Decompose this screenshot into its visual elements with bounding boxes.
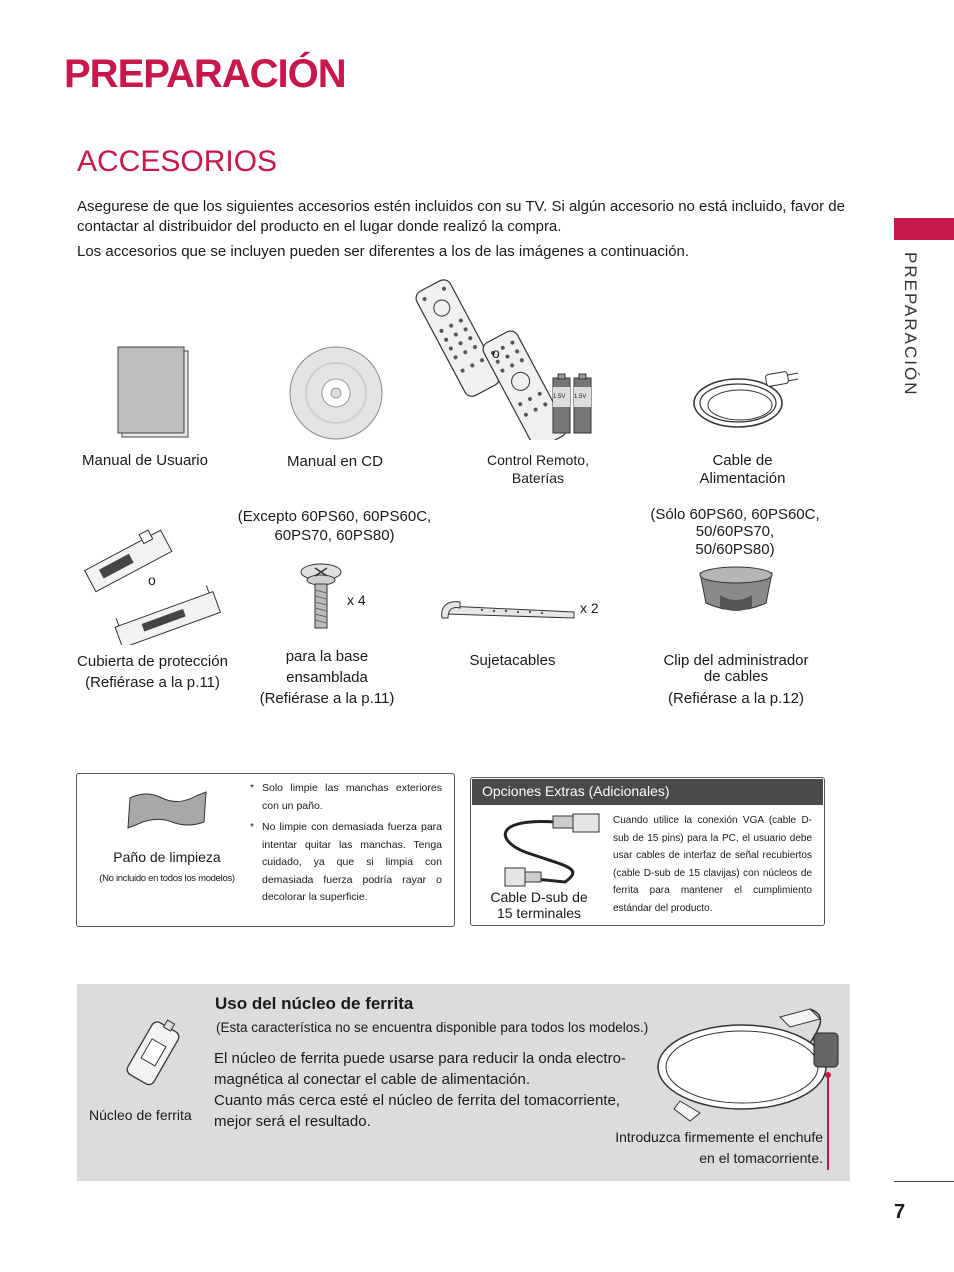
ties-label: Sujetacables — [469, 652, 556, 669]
screws-quantity: x 4 — [347, 592, 366, 608]
cleaning-cloth-icon — [126, 788, 210, 832]
remote-label: Control Remoto, — [487, 452, 589, 468]
cable-tie-icon — [438, 592, 576, 624]
section-title: ACCESORIOS — [77, 145, 278, 178]
cloth-bullet-1-mark: * — [250, 782, 255, 794]
side-tab-marker — [894, 218, 954, 240]
dsub-cable-label-2: 15 terminales — [496, 905, 582, 921]
power-cable-label: Cable de — [712, 452, 773, 469]
cd-manual-label: Manual en CD — [287, 453, 383, 470]
cloth-bullet-1: Solo limpie las manchas exteriores con un paño. — [262, 782, 442, 812]
battery-icon — [552, 373, 594, 435]
footer-rule — [894, 1181, 954, 1182]
cable-clip-icon — [698, 565, 774, 621]
ferrite-note: (Esta característica no se encuentra disponible para todos los modelos.) — [216, 1020, 649, 1035]
cover-label: Cubierta de protección — [77, 653, 228, 670]
power-cable-icon — [690, 365, 808, 435]
dsub-cable-label: Cable D-sub de — [490, 889, 588, 905]
cloth-label: Paño de limpieza — [113, 849, 221, 865]
cd-icon — [288, 345, 384, 441]
battery-voltage-1: 1.5V — [553, 394, 566, 400]
cloth-bullet-2-mark: * — [250, 821, 255, 833]
ferrite-pointer-line — [827, 1075, 829, 1170]
cloth-bullet-2: No limpie con demasiada fuerza para intentar quitar las manchas. Tenga cuidado, ya que si limpia con demasiada fuerza podría rayar o decolorar la superficie. — [262, 821, 442, 903]
screws-note: (Excepto 60PS60, 60PS60C, — [237, 508, 432, 525]
user-manual-icon — [116, 345, 196, 440]
clip-note-2: 50/60PS70, — [695, 523, 775, 540]
plug-instruction-2: en el tomacorriente. — [699, 1150, 823, 1166]
cover-or-text: o — [148, 572, 156, 588]
battery-voltage-2: 1.5V — [574, 394, 587, 400]
ferrite-body-4: mejor será el resultado. — [214, 1113, 371, 1130]
intro-paragraph: Asegurese de que los siguientes accesorios estén incluidos con su TV. Si algún accesorio no está incluido, favor de contactar al distribuidor del producto en el lugar donde realizó la compra. — [77, 198, 845, 235]
power-cable-label-2: Alimentación — [699, 470, 786, 487]
ties-quantity: x 2 — [580, 600, 599, 616]
ferrite-cable-icon — [650, 1005, 850, 1123]
dsub-cable-icon — [495, 812, 605, 890]
clip-reference: (Refiérase a la p.12) — [668, 690, 804, 707]
options-header: Opciones Extras (Adicionales) — [472, 779, 823, 805]
ferrite-body-3: Cuanto más cerca esté el núcleo de ferrita del tomacorriente, — [214, 1092, 621, 1109]
ferrite-body-2: magnética al conectar el cable de alimentación. — [214, 1071, 531, 1088]
screws-label: para la base — [285, 648, 369, 665]
ferrite-body-1: El núcleo de ferrita puede usarse para reducir la onda electro- — [214, 1050, 626, 1067]
clip-label-2: de cables — [703, 668, 769, 685]
screws-label-2: ensamblada — [286, 669, 368, 686]
cover-reference: (Refiérase a la p.11) — [85, 674, 220, 691]
remote-or-text: o — [492, 345, 500, 361]
options-description: Cuando utilice la conexión VGA (cable D-sub de 15 pins) para la PC, el usuario debe usar cables de interfaz de señal recubiertos (cable D-sub de 15 clavijas) con núcleos de ferrita para mantener el cumplimiento estándar del producto. — [613, 815, 812, 914]
page-title: PREPARACIÓN — [64, 52, 346, 96]
clip-note: (Sólo 60PS60, 60PS60C, — [650, 506, 820, 523]
ferrite-core-icon — [117, 1015, 187, 1095]
side-label: PREPARACIÓN — [901, 252, 920, 397]
user-manual-label: Manual de Usuario — [82, 452, 208, 469]
ferrite-core-label: Núcleo de ferrita — [89, 1107, 192, 1123]
ferrite-title: Uso del núcleo de ferrita — [215, 994, 414, 1013]
cloth-sublabel: (No incluido en todos los modelos) — [99, 873, 235, 884]
remote-label-batteries: Baterías — [511, 470, 565, 486]
intro-note: Los accesorios que se incluyen pueden ser diferentes a los de las imágenes a continuación. — [77, 243, 690, 260]
clip-label: Clip del administrador — [663, 652, 809, 669]
page-number: 7 — [894, 1201, 906, 1223]
screws-note-2: 60PS70, 60PS80) — [274, 527, 395, 544]
clip-note-3: 50/60PS80) — [695, 541, 775, 558]
screw-icon — [298, 560, 344, 632]
screws-reference: (Refiérase a la p.11) — [259, 690, 395, 707]
plug-instruction: Introduzca firmemente el enchufe — [615, 1129, 823, 1145]
